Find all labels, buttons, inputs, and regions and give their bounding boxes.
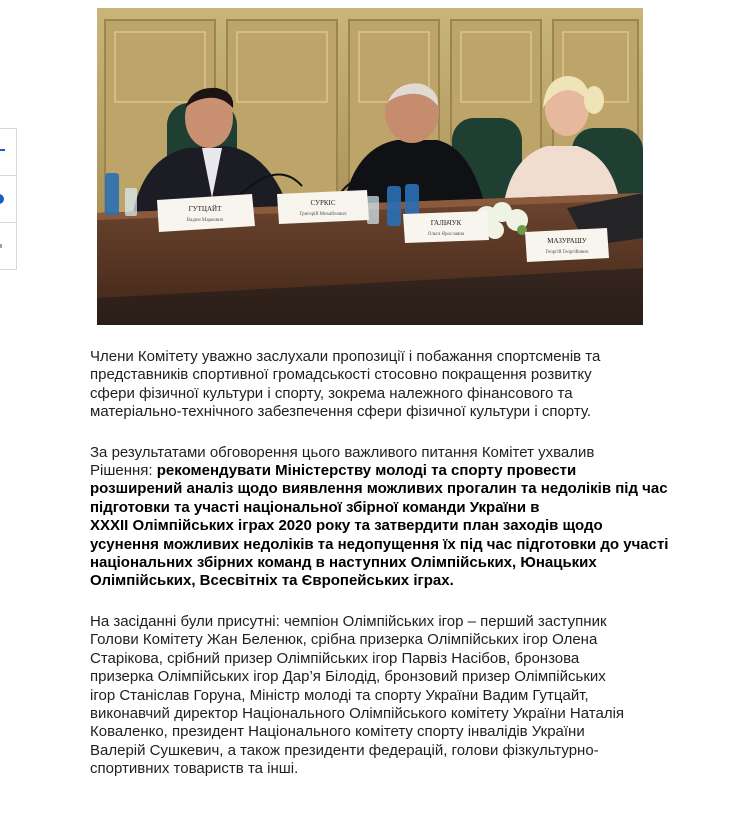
decision-text: підготовки та участі національної збірної команди України в	[90, 498, 540, 516]
nameplate-surname: СУРКІС	[310, 199, 336, 207]
text-line: Члени Комітету уважно заслухали пропозиції і побажання спортсменів та	[90, 348, 601, 365]
nameplate-2	[277, 190, 369, 224]
text-line: матеріально-технічного забезпечення сфери фізичної культури і спорту.	[90, 403, 592, 421]
decision-text: розширений аналіз щодо виявлення можливих прогалин та недоліків під час	[90, 480, 668, 498]
share-link-icon	[0, 239, 7, 253]
nameplate-name: Григорій Михайлович	[299, 212, 347, 217]
text-line: Старікова, срібний призер Олімпійських ігор Парвіз Насібов, бронзова	[90, 649, 580, 667]
share-telegram-icon	[0, 192, 7, 206]
article-body	[90, 348, 668, 801]
nameplate-name: Вадим Маркович	[186, 218, 224, 223]
text-line: Валерій Сушкевич, а також президенти федерацій, голови фізкультурно-	[90, 741, 599, 759]
text-line: За результатами обговорення цього важливого питання Комітет ухвалив	[90, 443, 595, 461]
nameplate-surname: МАЗУРАШУ	[547, 237, 587, 245]
decision-text: XXXII Олімпійських іграх 2020 року та затвердити план заходів щодо	[90, 517, 603, 535]
decision-text: Олімпійських, Всесвітніх та Європейських іграх.	[90, 572, 454, 590]
text-line	[90, 462, 668, 480]
share-link-button[interactable]	[0, 223, 16, 269]
decision-text: рекомендувати Міністерству молоді та спорту провести	[156, 462, 577, 480]
text-line: На засіданні були присутні: чемпіон Олімпійських ігор – перший заступник	[90, 612, 607, 630]
share-facebook-button[interactable]	[0, 129, 16, 176]
share-facebook-icon	[0, 145, 7, 159]
text-line: спортивних товариств та інші.	[90, 760, 299, 778]
paragraph-attendees	[90, 613, 668, 779]
article-photo	[97, 8, 643, 325]
share-telegram-button[interactable]	[0, 176, 16, 223]
nameplate-surname: ГАЛЬЧУК	[430, 219, 462, 227]
paragraph-members-listened	[90, 348, 668, 422]
nameplate-name: Георгій Георгійович	[545, 250, 589, 255]
share-bar	[0, 128, 17, 270]
decision-text: усунення можливих недоліків та недопущення їх під час підготовки до участі	[90, 535, 669, 553]
text-line: Голови Комітету Жан Беленюк, срібна призерка Олімпійських ігор Олена	[90, 631, 598, 649]
nameplate-3	[403, 211, 489, 243]
text-line: ігор Станіслав Горуна, Міністр молоді та спорту України Вадим Гутцайт,	[90, 686, 589, 704]
text-line: Коваленко, президент Національного комітету спорту інвалідів України	[90, 723, 585, 741]
text-line: представників спортивної громадськості стосовно покращення розвитку	[90, 366, 592, 384]
paragraph-committee-decision	[90, 444, 668, 591]
nameplate-name: Ольга Ярославна	[427, 232, 465, 237]
decision-text: національних збірних команд в наступних Олімпійських, Юнацьких	[90, 554, 597, 572]
text-line: призерка Олімпійських ігор Дар’я Білодід, бронзовий призер Олімпійських	[90, 668, 606, 686]
text-line: сфери фізичної культури і спорту, зокрема належного фінансового та	[90, 384, 573, 402]
nameplate-4	[525, 228, 609, 262]
decision-label: Рішення:	[90, 462, 157, 480]
text-line: виконавчий директор Національного Олімпійського комітету України Наталія	[90, 704, 625, 722]
nameplate-surname: ГУТЦАЙТ	[188, 205, 222, 213]
nameplate-1	[157, 194, 255, 232]
